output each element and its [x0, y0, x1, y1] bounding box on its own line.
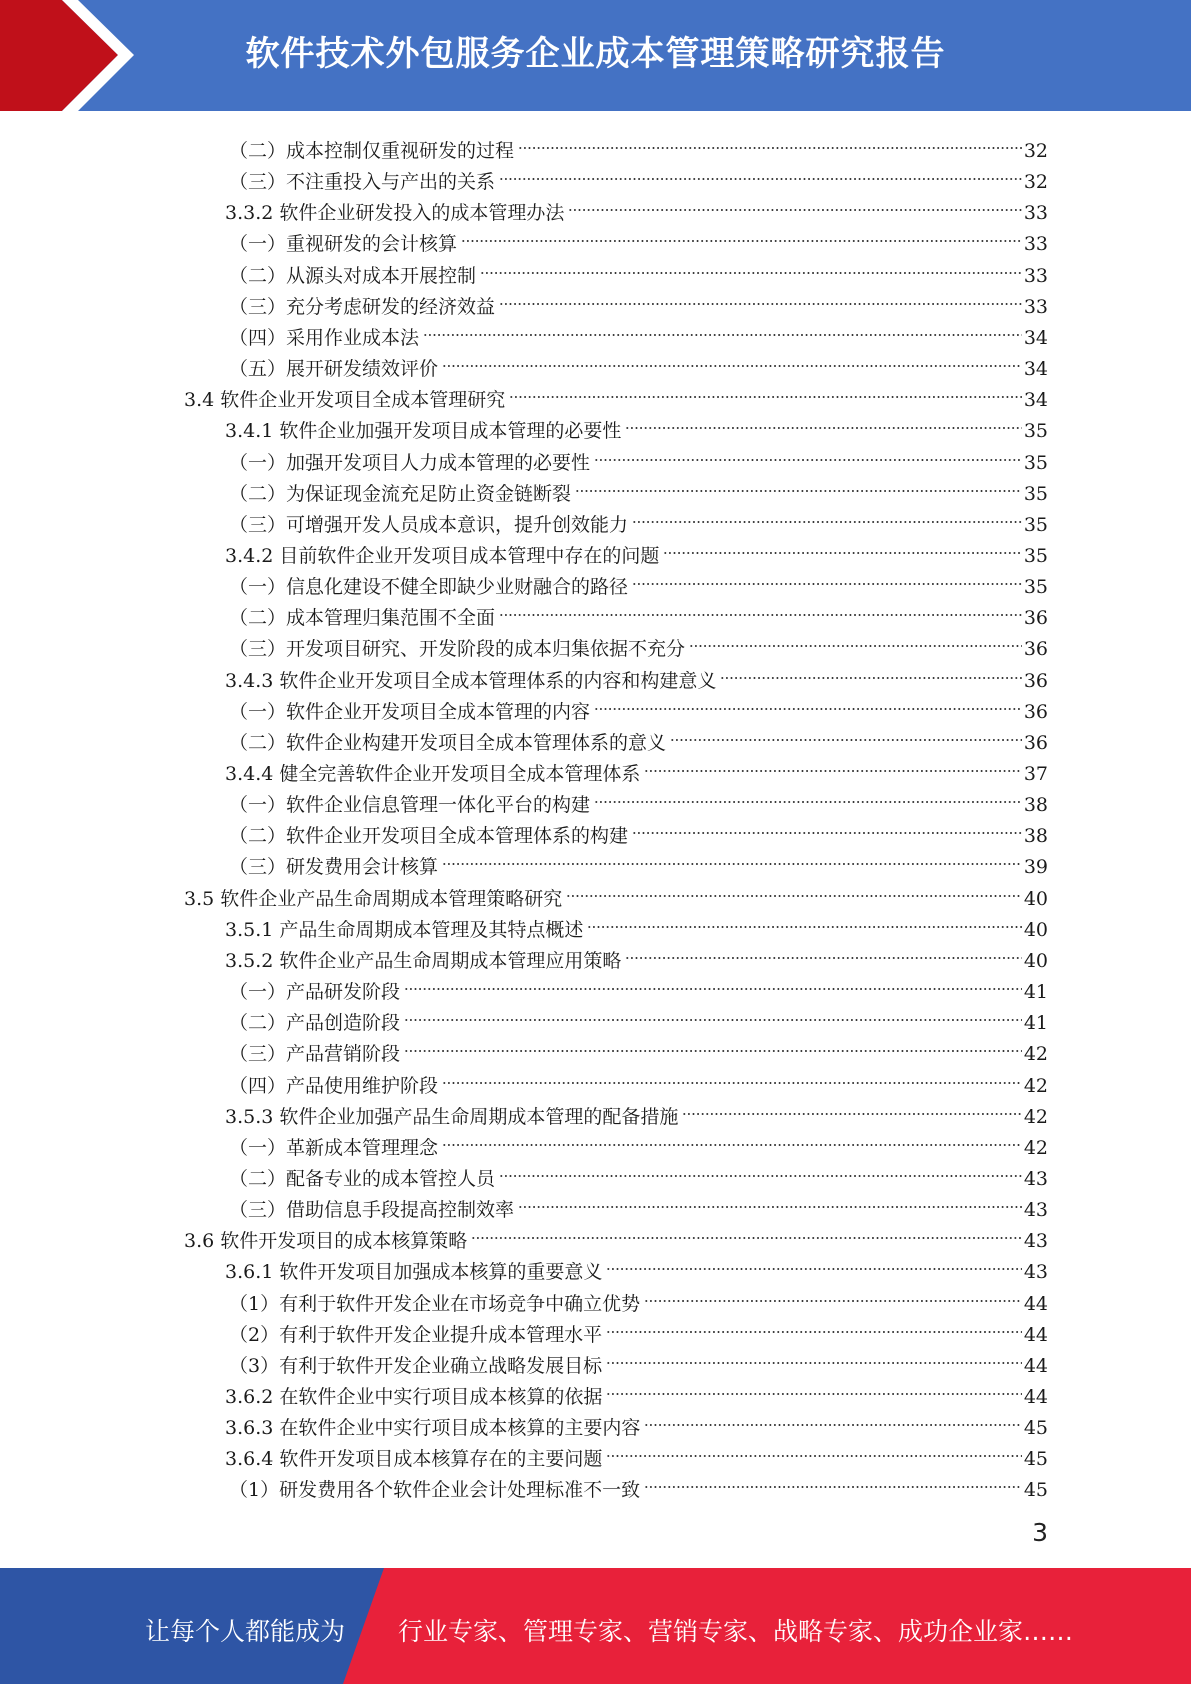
toc-entry-page: 35 — [1023, 545, 1048, 567]
toc-entry[interactable] — [184, 376, 1048, 411]
toc-dot-leader — [720, 657, 1021, 687]
toc-entry[interactable] — [225, 657, 1048, 692]
toc-dot-leader — [606, 1373, 1021, 1403]
toc-entry[interactable] — [229, 843, 1048, 878]
toc-entry-page: 32 — [1023, 140, 1048, 162]
toc-entry[interactable] — [184, 875, 1048, 910]
toc-dot-leader — [625, 937, 1021, 967]
toc-entry[interactable] — [229, 470, 1048, 505]
toc-entry-page: 34 — [1023, 327, 1048, 349]
toc-entry-page: 43 — [1023, 1261, 1048, 1283]
toc-entry[interactable] — [225, 1404, 1048, 1439]
toc-dot-leader — [594, 439, 1022, 469]
toc-entry-label: （2）有利于软件开发企业提升成本管理水平 — [229, 1324, 603, 1346]
toc-entry-page: 35 — [1023, 452, 1048, 474]
toc-dot-leader — [632, 501, 1022, 531]
toc-entry[interactable] — [225, 1093, 1048, 1128]
toc-entry-label: （二）软件企业构建开发项目全成本管理体系的意义 — [229, 732, 667, 754]
toc-dot-leader — [594, 781, 1022, 811]
toc-entry-label: （一）信息化建设不健全即缺少业财融合的路径 — [229, 576, 629, 598]
toc-dot-leader — [682, 1093, 1021, 1123]
toc-entry-page: 34 — [1023, 389, 1048, 411]
toc-entry-page: 43 — [1023, 1199, 1048, 1221]
toc-entry-label: （1）有利于软件开发企业在市场竞争中确立优势 — [229, 1293, 641, 1315]
toc-dot-leader — [606, 1311, 1022, 1341]
toc-dot-leader — [471, 1217, 1022, 1247]
toc-entry[interactable] — [229, 1030, 1048, 1065]
toc-entry-label: 3.6.1 软件开发项目加强成本核算的重要意义 — [225, 1261, 603, 1283]
toc-entry-page: 45 — [1023, 1479, 1048, 1501]
toc-entry-page: 39 — [1023, 856, 1048, 878]
toc-entry[interactable] — [229, 1280, 1048, 1315]
toc-entry-label: 3.4.3 软件企业开发项目全成本管理体系的内容和构建意义 — [225, 670, 717, 692]
toc-entry[interactable] — [229, 127, 1048, 162]
toc-entry[interactable] — [229, 158, 1048, 193]
toc-dot-leader — [625, 407, 1021, 437]
toc-entry[interactable] — [229, 781, 1048, 816]
toc-dot-leader — [423, 314, 1022, 344]
toc-entry-label: （二）产品创造阶段 — [229, 1012, 401, 1034]
toc-entry-page: 38 — [1023, 825, 1048, 847]
toc-dot-leader — [606, 1248, 1021, 1278]
toc-entry-label: （三）产品营销阶段 — [229, 1043, 401, 1065]
toc-entry-page: 33 — [1023, 265, 1048, 287]
toc-entry-label: （一）加强开发项目人力成本管理的必要性 — [229, 452, 591, 474]
toc-entry-label: 3.6.2 在软件企业中实行项目成本核算的依据 — [225, 1386, 603, 1408]
toc-entry-page: 43 — [1023, 1230, 1048, 1252]
toc-entry-label: （二）成本管理归集范围不全面 — [229, 607, 496, 629]
toc-dot-leader — [568, 189, 1021, 219]
toc-entry[interactable] — [229, 252, 1048, 287]
toc-entry[interactable] — [229, 283, 1048, 318]
toc-dot-leader — [499, 158, 1022, 188]
toc-dot-leader — [404, 999, 1022, 1029]
toc-dot-leader — [499, 594, 1022, 624]
toc-entry-label: 3.4 软件企业开发项目全成本管理研究 — [184, 389, 506, 411]
toc-dot-leader — [575, 470, 1022, 500]
toc-dot-leader — [606, 1435, 1021, 1465]
toc-entry-label: （二）从源头对成本开展控制 — [229, 265, 477, 287]
toc-entry[interactable] — [229, 220, 1048, 255]
toc-entry-page: 35 — [1023, 483, 1048, 505]
footer-slogan-left: 让每个人都能成为 — [145, 1617, 346, 1646]
toc-entry[interactable] — [184, 1217, 1048, 1252]
toc-entry-page: 40 — [1023, 888, 1048, 910]
toc-entry[interactable] — [229, 719, 1048, 754]
toc-entry[interactable] — [229, 968, 1048, 1003]
toc-entry-label: （五）展开研发绩效评价 — [229, 358, 439, 380]
toc-entry-label: （一）革新成本管理理念 — [229, 1137, 439, 1159]
toc-entry-page: 36 — [1023, 670, 1048, 692]
toc-entry[interactable] — [225, 532, 1048, 567]
toc-entry[interactable] — [229, 1311, 1048, 1346]
toc-entry[interactable] — [229, 1342, 1048, 1377]
toc-entry-page: 44 — [1023, 1293, 1048, 1315]
toc-entry-label: （三）充分考虑研发的经济效益 — [229, 296, 496, 318]
toc-dot-leader — [518, 127, 1022, 157]
toc-entry-page: 33 — [1023, 202, 1048, 224]
toc-entry-label: （二）软件企业开发项目全成本管理体系的构建 — [229, 825, 629, 847]
toc-dot-leader — [587, 906, 1021, 936]
toc-entry-label: （1）研发费用各个软件企业会计处理标准不一致 — [229, 1479, 641, 1501]
toc-entry-label: 3.5.3 软件企业加强产品生命周期成本管理的配备措施 — [225, 1106, 679, 1128]
toc-dot-leader — [644, 750, 1021, 780]
toc-dot-leader — [442, 1124, 1022, 1154]
toc-entry[interactable] — [225, 937, 1048, 972]
toc-dot-leader — [644, 1280, 1022, 1310]
toc-dot-leader — [480, 252, 1022, 282]
toc-entry[interactable] — [229, 1186, 1048, 1221]
toc-entry-label: （四）产品使用维护阶段 — [229, 1075, 439, 1097]
toc-entry-page: 44 — [1023, 1324, 1048, 1346]
toc-entry-page: 37 — [1023, 763, 1048, 785]
toc-entry[interactable] — [225, 750, 1048, 785]
toc-entry-label: （三）研发费用会计核算 — [229, 856, 439, 878]
toc-dot-leader — [606, 1342, 1022, 1372]
toc-entry-label: 3.6.4 软件开发项目成本核算存在的主要问题 — [225, 1448, 603, 1470]
toc-entry-label: （三）借助信息手段提高控制效率 — [229, 1199, 515, 1221]
toc-entry-label: 3.6 软件开发项目的成本核算策略 — [184, 1230, 468, 1252]
toc-dot-leader — [644, 1466, 1022, 1496]
toc-entry[interactable] — [229, 594, 1048, 629]
toc-entry-label: 3.3.2 软件企业研发投入的成本管理办法 — [225, 202, 565, 224]
toc-entry-label: （二）配备专业的成本管控人员 — [229, 1168, 496, 1190]
toc-dot-leader — [594, 688, 1022, 718]
toc-entry[interactable] — [229, 999, 1048, 1034]
toc-entry-page: 35 — [1023, 420, 1048, 442]
toc-entry[interactable] — [229, 1466, 1048, 1501]
toc-dot-leader — [442, 345, 1022, 375]
toc-entry[interactable] — [229, 688, 1048, 723]
toc-entry-label: （三）不注重投入与产出的关系 — [229, 171, 496, 193]
toc-entry-label: 3.4.2 目前软件企业开发项目成本管理中存在的问题 — [225, 545, 660, 567]
toc-dot-leader — [499, 283, 1022, 313]
toc-dot-leader — [632, 563, 1022, 593]
toc-entry-page: 33 — [1023, 296, 1048, 318]
toc-entry-label: （一）重视研发的会计核算 — [229, 233, 458, 255]
toc-entry-label: （三）可增强开发人员成本意识，提升创效能力 — [229, 514, 629, 536]
toc-entry[interactable] — [225, 1248, 1048, 1283]
toc-entry[interactable] — [225, 1373, 1048, 1408]
toc-entry-label: 3.4.4 健全完善软件企业开发项目全成本管理体系 — [225, 763, 641, 785]
toc-entry[interactable] — [225, 189, 1048, 224]
toc-entry-label: 3.5.2 软件企业产品生命周期成本管理应用策略 — [225, 950, 622, 972]
toc-dot-leader — [404, 968, 1022, 998]
toc-entry-page: 36 — [1023, 638, 1048, 660]
toc-entry-page: 41 — [1023, 1012, 1048, 1034]
toc-entry-page: 44 — [1023, 1386, 1048, 1408]
toc-entry-label: （3）有利于软件开发企业确立战略发展目标 — [229, 1355, 603, 1377]
toc-dot-leader — [518, 1186, 1022, 1216]
toc-entry-page: 36 — [1023, 732, 1048, 754]
toc-entry-page: 40 — [1023, 950, 1048, 972]
toc-entry-page: 45 — [1023, 1448, 1048, 1470]
toc-dot-leader — [689, 625, 1022, 655]
page-header — [0, 0, 1191, 111]
toc-dot-leader — [442, 843, 1022, 873]
toc-entry-label: （二）为保证现金流充足防止资金链断裂 — [229, 483, 572, 505]
toc-entry-page: 38 — [1023, 794, 1048, 816]
toc-entry-page: 35 — [1023, 514, 1048, 536]
toc-entry-page: 45 — [1023, 1417, 1048, 1439]
toc-entry-page: 35 — [1023, 576, 1048, 598]
toc-dot-leader — [670, 719, 1022, 749]
toc-entry[interactable] — [229, 439, 1048, 474]
toc-entry-page: 42 — [1023, 1137, 1048, 1159]
toc-entry[interactable] — [225, 906, 1048, 941]
toc-entry-page: 42 — [1023, 1106, 1048, 1128]
toc-dot-leader — [499, 1155, 1022, 1185]
toc-entry[interactable] — [229, 1062, 1048, 1097]
toc-entry-label: （一）软件企业开发项目全成本管理的内容 — [229, 701, 591, 723]
toc-entry-label: 3.4.1 软件企业加强开发项目成本管理的必要性 — [225, 420, 622, 442]
toc-dot-leader — [644, 1404, 1021, 1434]
toc-dot-leader — [404, 1030, 1022, 1060]
toc-dot-leader — [461, 220, 1022, 250]
toc-entry[interactable] — [229, 1155, 1048, 1190]
toc-entry-page: 40 — [1023, 919, 1048, 941]
toc-entry[interactable] — [229, 812, 1048, 847]
footer-slogan-right: 行业专家、管理专家、营销专家、战略专家、成功企业家…… — [398, 1617, 1074, 1646]
toc-entry[interactable] — [229, 625, 1048, 660]
page-title: 软件技术外包服务企业成本管理策略研究报告 — [245, 34, 946, 74]
toc-entry-label: （三）开发项目研究、开发阶段的成本归集依据不充分 — [229, 638, 686, 660]
toc-entry[interactable] — [225, 1435, 1048, 1470]
toc-entry-label: 3.6.3 在软件企业中实行项目成本核算的主要内容 — [225, 1417, 641, 1439]
toc-dot-leader — [566, 875, 1022, 905]
toc-entry-page: 44 — [1023, 1355, 1048, 1377]
toc-entry-page: 41 — [1023, 981, 1048, 1003]
toc-dot-leader — [663, 532, 1021, 562]
toc-entry-label: （一）软件企业信息管理一体化平台的构建 — [229, 794, 591, 816]
toc-entry-label: （四）采用作业成本法 — [229, 327, 420, 349]
toc-entry-label: 3.5.1 产品生命周期成本管理及其特点概述 — [225, 919, 584, 941]
toc-entry[interactable] — [229, 314, 1048, 349]
toc-entry[interactable] — [229, 501, 1048, 536]
toc-entry-page: 42 — [1023, 1043, 1048, 1065]
page-number: 3 — [1032, 1518, 1048, 1547]
toc-entry-label: （一）产品研发阶段 — [229, 981, 401, 1003]
toc-entry-label: 3.5 软件企业产品生命周期成本管理策略研究 — [184, 888, 563, 910]
toc-entry-page: 43 — [1023, 1168, 1048, 1190]
toc-entry-page: 36 — [1023, 701, 1048, 723]
toc-entry-page: 42 — [1023, 1075, 1048, 1097]
toc-entry-page: 32 — [1023, 171, 1048, 193]
toc-dot-leader — [632, 812, 1022, 842]
toc-dot-leader — [442, 1062, 1022, 1092]
toc-entry[interactable] — [229, 1124, 1048, 1159]
toc-entry-label: （二）成本控制仅重视研发的过程 — [229, 140, 515, 162]
toc-entry-page: 36 — [1023, 607, 1048, 629]
toc-dot-leader — [509, 376, 1022, 406]
toc-entry[interactable] — [229, 345, 1048, 380]
toc-entry-page: 34 — [1023, 358, 1048, 380]
toc-entry[interactable] — [225, 407, 1048, 442]
toc-entry-page: 33 — [1023, 233, 1048, 255]
toc-entry[interactable] — [229, 563, 1048, 598]
